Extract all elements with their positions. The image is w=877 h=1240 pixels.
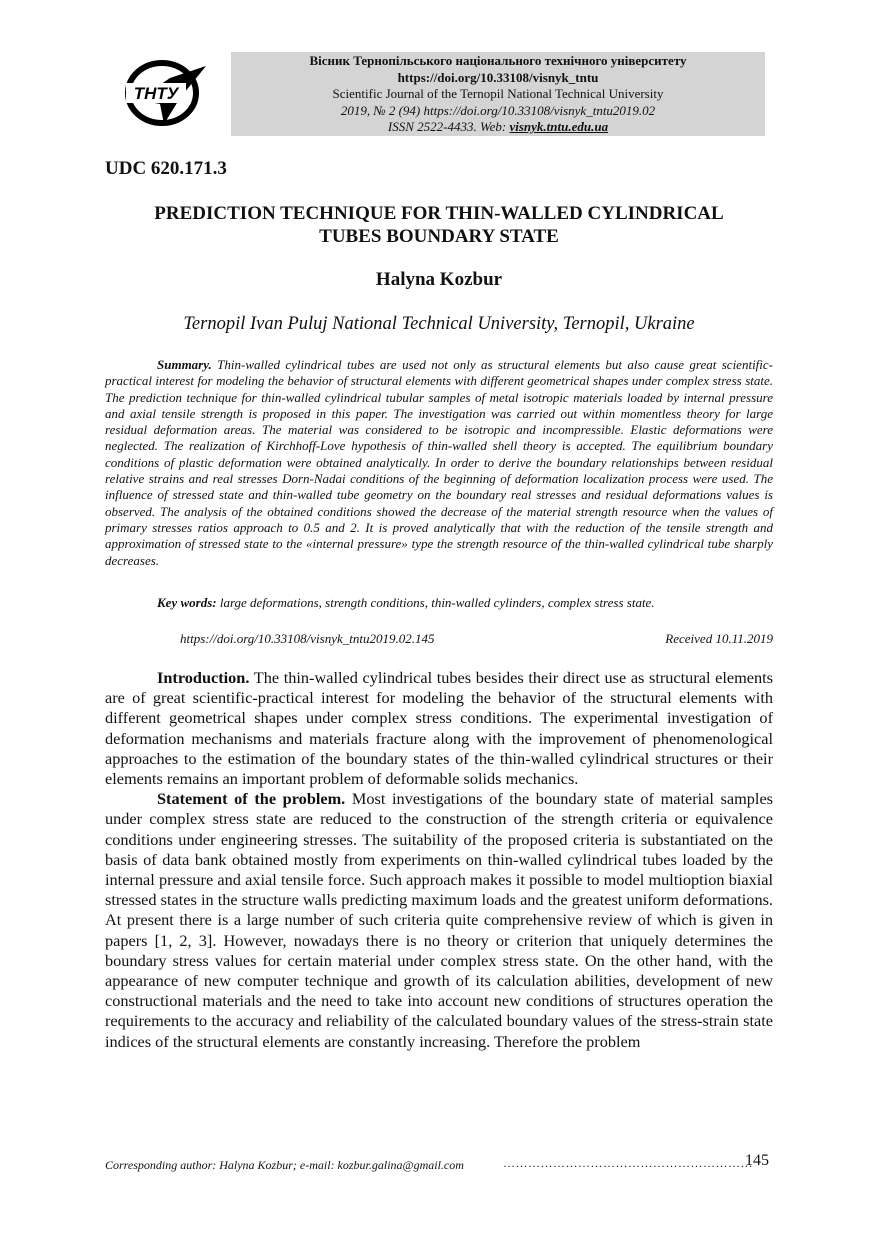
statement-text: Most investigations of the boundary state of material samples under complex stress state are reduced to the construction of the strength criteria or equivalence conditions under engineering stresses. The suitability of the proposed criteria is substantiated on the basis of data bank obtained mostly from experiments on thin-walled cylindrical tubes loaded by the internal pressure and axial tensile force. Such approach makes it possible to model multioption biaxial stressed states in the structure walls predicting maximum loads and the greatest uniform deformations. At present there is a large number of such criteria quite comprehensive review of which is given in papers [1, 2, 3]. However, nowadays there is no theory or criterion that uniquely determines the boundary stress values for certain material under complex stress state. On the other hand, with the appearance of new computer technique and growth of its calculation abilities, development of new constructional materials and the need to take into account new conditions of structures operation the requirements to the accuracy and reliability of the calculated boundary values of the stress-strain state indices of the structural elements are constantly increasing. Therefore the problem [105, 789, 774, 1051]
journal-issue: 2019, № 2 (94) https://doi.org/10.33108/visnyk_tntu2019.02 [340, 102, 656, 118]
logo-text: ТНТУ [133, 84, 179, 103]
journal-issn: ISSN 2522-4433. Web: [387, 119, 507, 134]
paper-title [105, 202, 773, 248]
paper-title-line-1: PREDICTION TECHNIQUE FOR THIN-WALLED CYLINDRICAL [154, 203, 724, 224]
journal-web-link[interactable]: visnyk.tntu.edu.ua [509, 119, 609, 134]
journal-title-ua: Вісник Тернопільського національного технічного університету [309, 53, 687, 68]
author-affiliation: Ternopil Ivan Puluj National Technical University, Ternopil, Ukraine [183, 314, 695, 334]
article-doi[interactable]: https://doi.org/10.33108/visnyk_tntu2019.02.145 [180, 631, 435, 646]
abstract-text: Thin-walled cylindrical tubes are used not only as structural elements but also cause great scientific-practical interest for modeling the behavior of structural elements with different geometrical shapes under complex stress state. The prediction technique for thin-walled cylindrical tubular samples of metal isotropic materials loaded by internal pressure and axial tensile strength is proposed in this paper. The investigation was carried out within momentless theory for large residual deformation areas. The material was considered to be isotropic and incompressible. Elastic deformations were neglected. The realization of Kirchhoff-Love hypothesis of thin-walled shell theory is accepted. The equilibrium boundary conditions of plastic deformation were obtained analytically. In order to derive the boundary relationships between residual relative strains and real stresses Dorn-Nadai conditions of the beginning of deformation localization process were used. The influence of stressed state and thin-walled tube geometry on the boundary real stresses and residual deformations values is observed. The analysis of the obtained conditions showed the decrease of the material strength resource when the values of primary stresses ratios approach to 0.5 and 2. It is proved analytically that with the reduction of the tensile strength and approximation of stressed state to the «internal pressure» type the strength resource of the thin-walled cylindrical tube sharply decreases. [105, 357, 774, 568]
university-logo [120, 58, 210, 128]
keywords [105, 595, 773, 611]
journal-header [231, 52, 765, 136]
abstract [105, 357, 773, 569]
keywords-text: large deformations, strength conditions, thin-walled cylinders, complex stress state. [219, 595, 655, 610]
introduction-paragraph [105, 668, 773, 789]
udc-code: UDC 620.171.3 [105, 158, 227, 179]
page-footer [105, 1152, 773, 1176]
journal-title-en: Scientific Journal of the Ternopil National Technical University [332, 86, 664, 101]
abstract-label: Summary. [157, 357, 212, 372]
page-number: 145 [745, 1152, 769, 1169]
footer-leader-dots: …………………………………………………… [503, 1156, 753, 1170]
author-name: Halyna Kozbur [375, 269, 503, 290]
corresponding-author: Corresponding author: Halyna Kozbur; e-mail: kozbur.galina@gmail.com [105, 1158, 464, 1172]
journal-issn-line [231, 119, 765, 136]
statement-paragraph [105, 789, 773, 1052]
introduction-heading: Introduction. [157, 668, 250, 687]
paper-title-line-2: TUBES BOUNDARY STATE [319, 226, 559, 247]
received-date: Received 10.11.2019 [665, 631, 773, 646]
article-body [105, 668, 773, 1052]
introduction-text: The thin-walled cylindrical tubes besides their direct use as structural elements are of great scientific-practical interest for modeling the behavior of the structural elements with different geometrical shapes under complex stress conditions. The experimental investigation of deformation mechanisms and materials fracture along with the improvement of phenomenological approaches to the estimation of the boundary states of the thin-walled cylindrical structures or their elements remains an important problem of deformable solids mechanics. [105, 668, 773, 789]
journal-doi-link[interactable]: https://doi.org/10.33108/visnyk_tntu [397, 69, 599, 85]
keywords-label: Key words: [157, 595, 217, 610]
statement-heading: Statement of the problem. [157, 789, 346, 809]
